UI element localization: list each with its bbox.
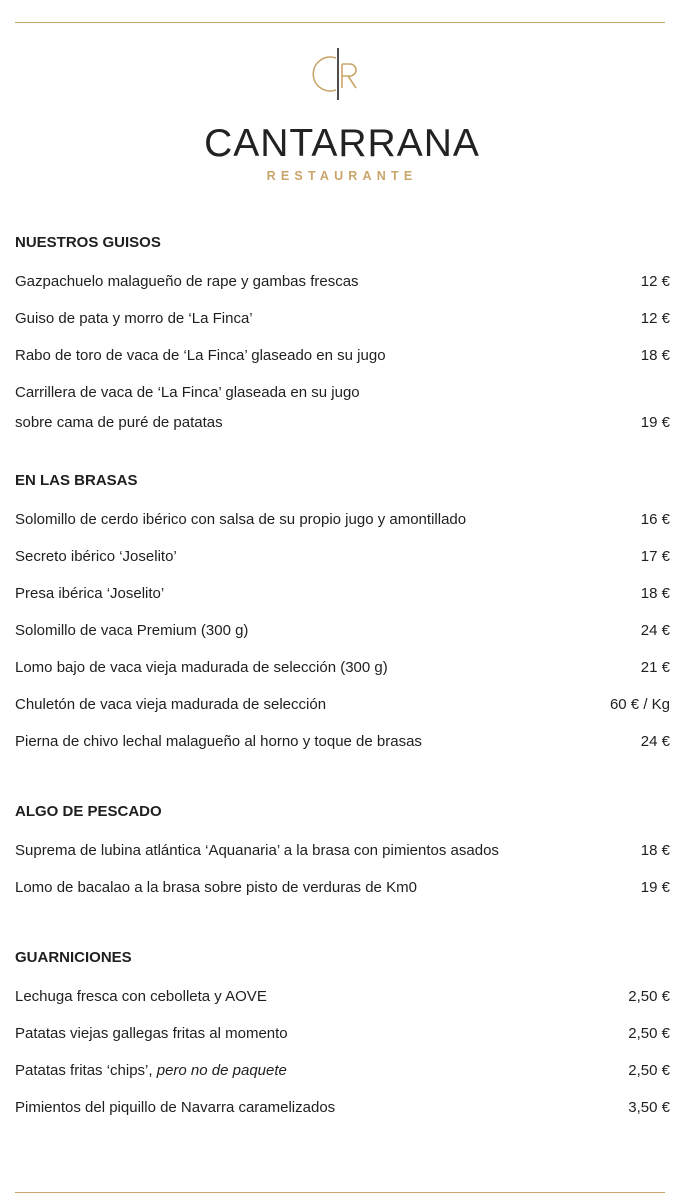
item-price: 24 € [640,733,670,750]
menu-item [15,986,670,1008]
item-name: Presa ibérica ‘Joselito’ [15,585,165,602]
item-price: 17 € [640,548,670,565]
item-name: Patatas viejas gallegas fritas al momento [15,1025,288,1042]
menu-item [15,840,670,862]
item-name: Pimientos del piquillo de Navarra caramelizados [15,1099,336,1116]
item-price: 19 € [640,879,670,896]
section-title: NUESTROS GUISOS [15,234,161,251]
menu-item [15,657,670,679]
menu [15,234,670,1119]
item-name: Lomo bajo de vaca vieja madurada de selección (300 g) [15,659,388,676]
item-price: 2,50 € [628,1025,670,1042]
item-price: 12 € [640,273,670,290]
item-name: Solomillo de cerdo ibérico con salsa de su propio jugo y amontillado [15,511,467,528]
menu-item [15,509,670,531]
item-price: 18 € [640,347,670,364]
menu-item [15,877,670,899]
brand-name: CANTARRANA [204,122,480,165]
menu-item [15,1023,670,1045]
section-title: ALGO DE PESCADO [15,803,162,820]
item-price: 12 € [640,310,670,327]
item-name-line: sobre cama de puré de patatas [15,414,223,431]
brand-subtitle: RESTAURANTE [266,169,418,183]
item-name-regular: Patatas fritas ‘chips’, [15,1062,157,1079]
section-title: GUARNICIONES [15,949,132,966]
menu-item [15,345,670,367]
menu-item [15,308,670,330]
item-price: 18 € [640,585,670,602]
menu-item [15,1097,670,1119]
item-name: Gazpachuelo malagueño de rape y gambas frescas [15,273,359,290]
menu-item [15,731,670,753]
cantarrana-logo-icon [310,46,366,102]
bottom-divider [15,1192,665,1193]
section-algo-de-pescado [15,803,670,899]
menu-item [15,620,670,642]
item-price: 60 € / Kg [609,696,670,713]
item-price: 16 € [640,511,670,528]
item-name: Guiso de pata y morro de ‘La Finca’ [15,310,253,327]
top-divider [15,22,665,23]
item-price: 2,50 € [628,988,670,1005]
item-name: Solomillo de vaca Premium (300 g) [15,622,249,639]
section-guarniciones [15,949,670,1119]
item-price: 3,50 € [628,1099,670,1116]
item-name: Chuletón de vaca vieja madurada de selección [15,696,327,713]
item-price: 18 € [640,842,670,859]
section-nuestros-guisos [15,234,670,434]
item-name [15,1060,616,1082]
item-price: 21 € [640,659,670,676]
section-title: EN LAS BRASAS [15,472,138,489]
item-price: 19 € [640,414,670,431]
menu-item [15,583,670,605]
section-en-las-brasas [15,472,670,753]
item-name: Secreto ibérico ‘Joselito’ [15,548,177,565]
item-name-italic: pero no de paquete [156,1062,287,1079]
item-name: Pierna de chivo lechal malagueño al horno y toque de brasas [15,733,422,750]
item-price: 2,50 € [628,1062,670,1079]
item-price: 24 € [640,622,670,639]
item-name [15,382,629,434]
item-name-line: Carrillera de vaca de ‘La Finca’ glaseada en su jugo [15,384,360,401]
item-name: Lomo de bacalao a la brasa sobre pisto de verduras de Km0 [15,879,417,896]
menu-item [15,271,670,293]
menu-item [15,382,670,434]
item-name: Lechuga fresca con cebolleta y AOVE [15,988,267,1005]
item-name: Suprema de lubina atlántica ‘Aquanaria’ a la brasa con pimientos asados [15,842,499,859]
item-name: Rabo de toro de vaca de ‘La Finca’ glaseado en su jugo [15,347,386,364]
menu-item [15,546,670,568]
menu-item [15,1060,670,1082]
menu-item [15,694,670,716]
